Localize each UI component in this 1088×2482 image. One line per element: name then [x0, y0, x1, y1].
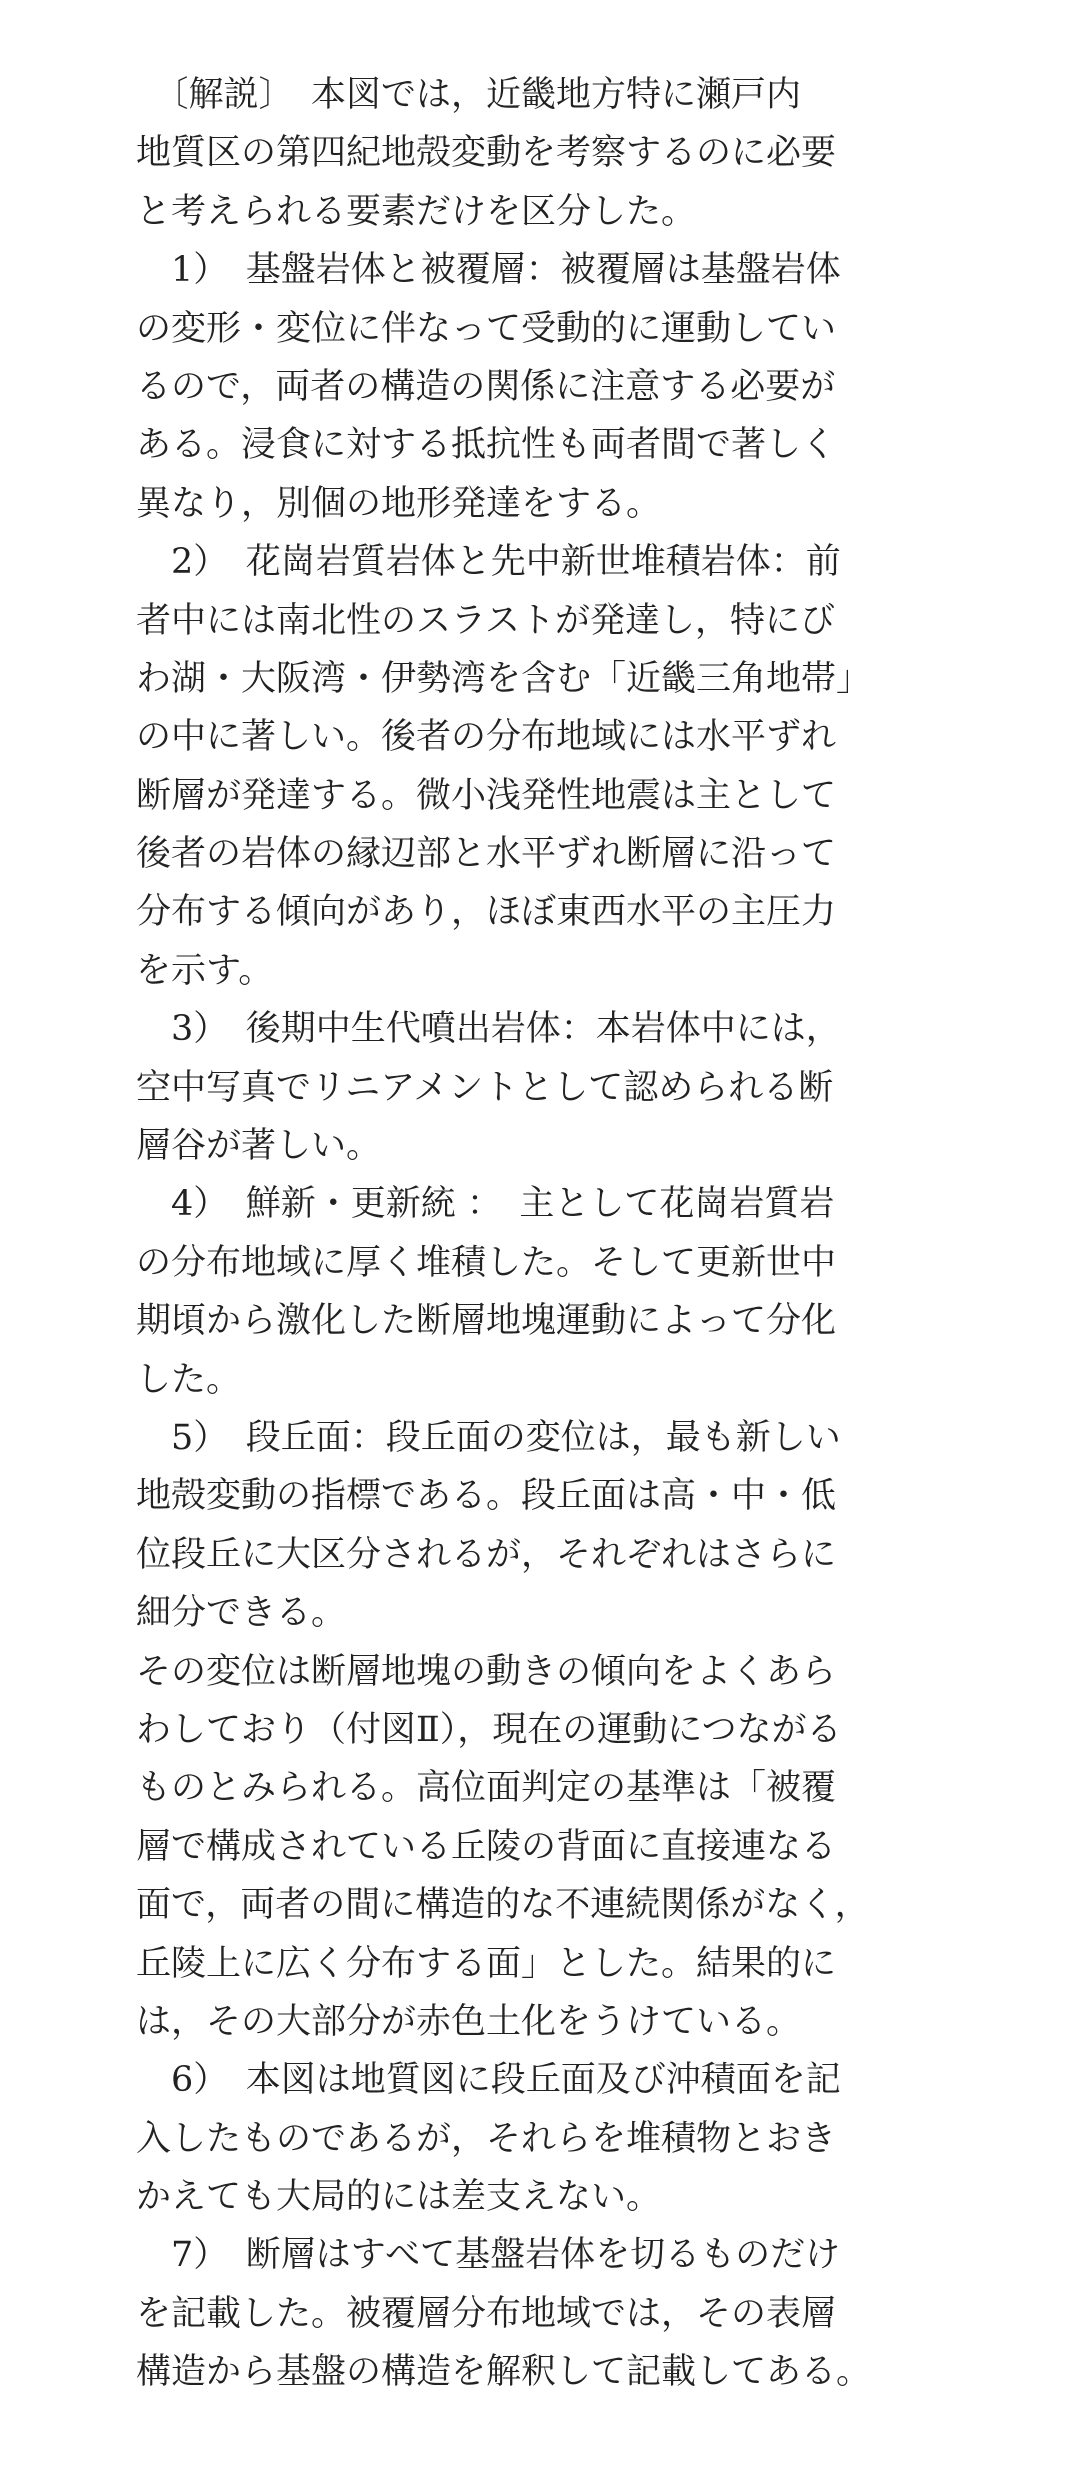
text-line: わ湖・大阪湾・伊勢湾を含む「近畿三角地帯」: [136, 658, 872, 699]
text-line: 地質区の第四紀地殻変動を考察するのに必要: [136, 133, 837, 174]
text-line: 面で，両者の間に構造的な不連続関係がなく，: [136, 1885, 870, 1926]
text-line: 4） 鮮新・更新統 ： 主として花崗岩質岩: [136, 1184, 835, 1225]
text-line: 分布する傾向があり，ほぼ東西水平の主圧力: [136, 892, 837, 933]
text-line: を記載した。被覆層分布地域では，その表層: [136, 2293, 837, 2334]
text-line: の分布地域に厚く堆積した。そして更新世中: [136, 1242, 837, 1283]
text-line: 2） 花崗岩質岩体と先中新世堆積岩体：前: [136, 542, 841, 583]
text-line: 構造から基盤の構造を解釈して記載してある。: [136, 2352, 872, 2393]
text-line: その変位は断層地塊の動きの傾向をよくあら: [136, 1651, 837, 1692]
text-line: かえても大局的には差支えない。: [136, 2177, 662, 2218]
text-line: 細分できる。: [136, 1593, 347, 1634]
text-line: 丘陵上に広く分布する面」とした。結果的に: [136, 1943, 837, 1984]
text-line: は，その大部分が赤色土化をうけている。: [136, 2001, 802, 2042]
text-line: を示す。: [136, 950, 274, 991]
text-line: 5） 段丘面：段丘面の変位は，最も新しい: [136, 1417, 841, 1458]
text-line: 層で構成されている丘陵の背面に直接連なる: [136, 1826, 837, 1867]
text-line: 断層が発達する。微小浅発性地震は主として: [136, 775, 837, 816]
text-line: 3） 後期中生代噴出岩体：本岩体中には，: [136, 1009, 841, 1050]
text-line: 者中には南北性のスラストが発達し，特にび: [136, 600, 835, 641]
text-line: 〔解説〕 本図では，近畿地方特に瀬戸内: [136, 75, 802, 115]
text-line: 異なり，別個の地形発達をする。: [136, 483, 662, 524]
text-line: 後者の岩体の縁辺部と水平ずれ断層に沿って: [136, 834, 837, 875]
commentary-text: [136, 66, 936, 2402]
text-line: ものとみられる。高位面判定の基準は「被覆: [136, 1768, 837, 1809]
text-line: 層谷が著しい。: [136, 1126, 382, 1167]
text-line: わしており（付図Ⅱ），現在の運動につながる: [136, 1709, 842, 1750]
text-line: 入したものであるが，それらを堆積物とおき: [136, 2118, 837, 2159]
text-line: の変形・変位に伴なって受動的に運動してい: [136, 308, 837, 349]
text-line: 位段丘に大区分されるが，それぞれはさらに: [136, 1534, 837, 1575]
text-line: 地殻変動の指標である。段丘面は高・中・低: [136, 1476, 837, 1517]
text-line: 6） 本図は地質図に段丘面及び沖積面を記: [136, 2060, 841, 2101]
text-line: 7） 断層はすべて基盤岩体を切るものだけ: [136, 2235, 841, 2276]
text-line: 期頃から激化した断層地塊運動によって分化: [136, 1301, 837, 1342]
text-line: るので，両者の構造の関係に注意する必要が: [136, 366, 836, 407]
text-line: ある。浸食に対する抵抗性も両者間で著しく: [136, 425, 837, 466]
text-line: の中に著しい。後者の分布地域には水平ずれ: [136, 717, 837, 758]
text-line: した。: [136, 1359, 242, 1400]
text-line: 1） 基盤岩体と被覆層：被覆層は基盤岩体: [136, 250, 841, 291]
text-line: と考えられる要素だけを区分した。: [136, 191, 697, 232]
text-line: 空中写真でリニアメントとして認められる断: [136, 1067, 834, 1108]
